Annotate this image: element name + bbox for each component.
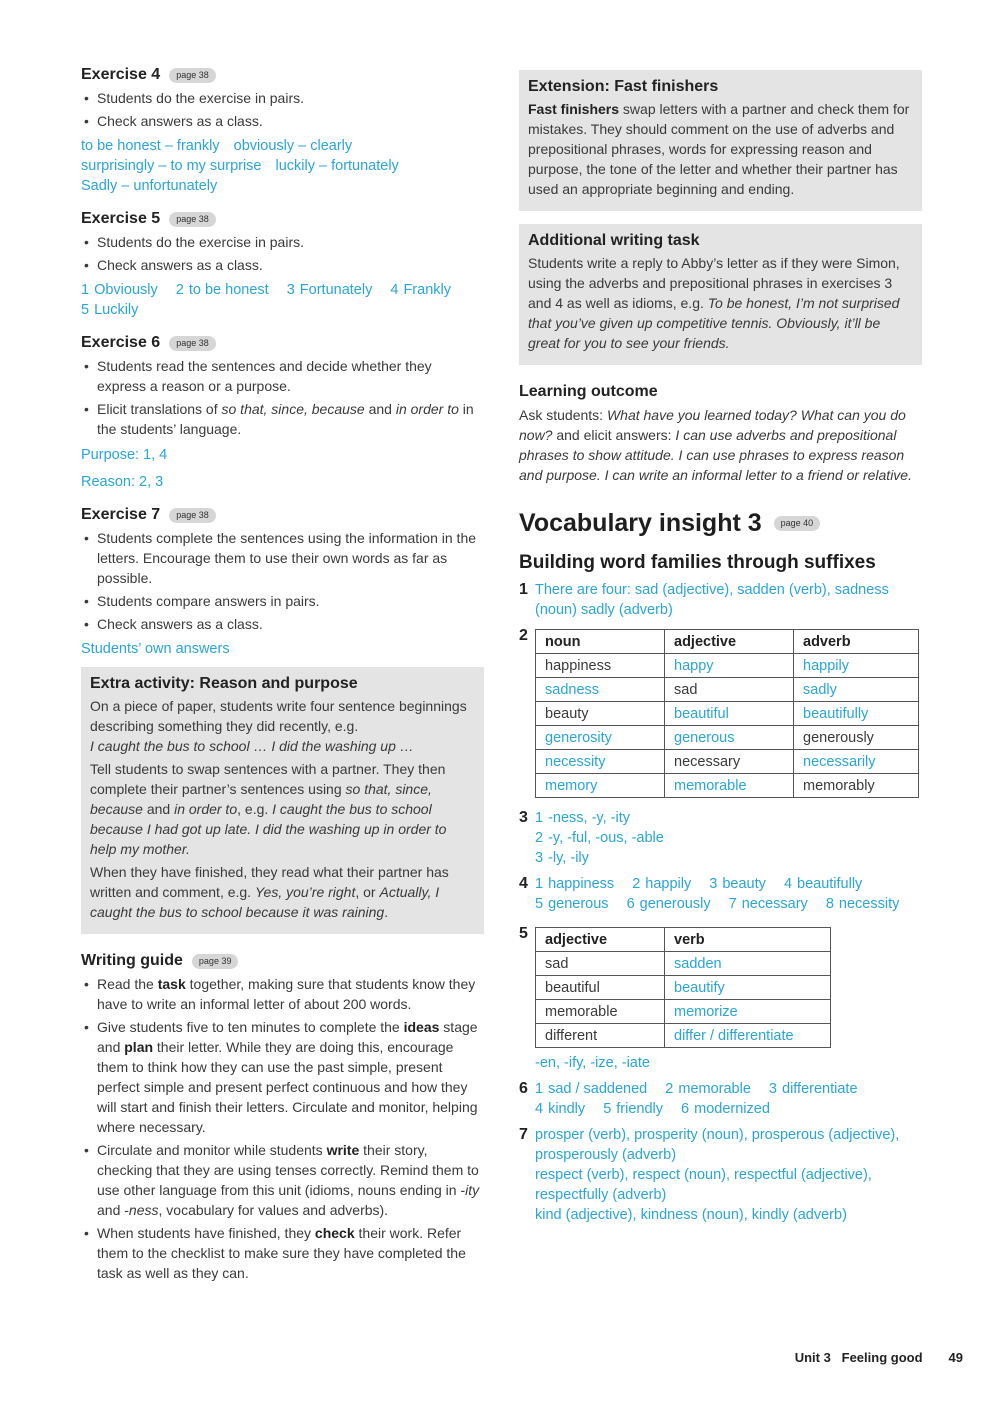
table-row (536, 702, 919, 726)
table-cell: memorable (536, 1000, 665, 1024)
writing-guide-title (81, 952, 484, 970)
answer: necessary (741, 896, 808, 912)
answer-item-5 (519, 924, 922, 1073)
section-title-text: Writing guide (81, 952, 183, 969)
learning-outcome-text: Ask students: What have you learned today? What can you do now? and elicit answers: I can use adverbs and prepositional phrases to show attitude. I can use phrases to express reason and purpose. I can write an informal letter to a friend or relative. (519, 407, 912, 483)
bullet-item: • Students compare answers in pairs. (81, 591, 484, 611)
answer: -ness, -y, -ity (548, 810, 630, 826)
answer: generously (639, 896, 711, 912)
page-number: 49 (948, 1350, 963, 1365)
answer-number: 4 (390, 282, 399, 298)
answer: happily (645, 876, 692, 892)
answer: beautifully (797, 876, 863, 892)
column-header: adjective (665, 630, 794, 654)
item-number: 6 (519, 1080, 528, 1097)
answer-item-2 (519, 626, 922, 798)
table-cell: beautiful (536, 976, 665, 1000)
box-title: Extension: Fast finishers (528, 78, 719, 95)
box-title: Additional writing task (528, 232, 700, 249)
box-paragraph: Students write a reply to Abby’s letter as if they were Simon, using the adverbs and prepositional phrases in exercises 3 and 4 as well as idioms, e.g. To be honest, I’m not surprised that you’ve given up competitive tennis. Obviously, it’ll be great for you to see your friends. (528, 255, 900, 351)
item-number: 3 (519, 809, 528, 826)
table-cell: sadness (536, 678, 665, 702)
page-badge[interactable]: page 38 (169, 212, 216, 227)
answer: prosper (verb), prosperity (noun), prosperous (adjective), prosperously (adverb) (535, 1127, 900, 1163)
unit-label: Unit 3 Feeling good (794, 1350, 923, 1365)
page-footer (795, 1350, 963, 1365)
answer: to be honest – frankly (81, 138, 220, 154)
table-cell: necessity (536, 750, 665, 774)
table-cell: memorable (665, 774, 794, 798)
answer-number: 1 (81, 282, 90, 298)
answer: -y, -ful, -ous, -able (548, 830, 664, 846)
answer: modernized (694, 1101, 770, 1117)
word-family-table (535, 629, 919, 798)
answer: There are four: sad (adjective), sadden (verb), sadness (noun) sadly (adverb) (535, 582, 889, 618)
answer-item-3: 3 1 -ness, -y, -ity 2 -y, -ful, -ous, -able 3 -ly, -ily (519, 809, 664, 866)
column-header: verb (665, 928, 831, 952)
table-cell: happy (665, 654, 794, 678)
bullet-item: • Students do the exercise in pairs. (81, 232, 484, 252)
bullet-item: • Elicit translations of so that, since, because and in order to in the students’ language. (81, 399, 484, 439)
answer: generous (548, 896, 609, 912)
bullet-item: • Read the task together, making sure that students know they have to write an informal letter of about 200 words. (81, 974, 484, 1014)
bullet-item: • Circulate and monitor while students write their story, checking that they are using tenses correctly. Remind them to use other language from this unit (idioms, nouns ending in -ity and -ness, vocabulary for values and adverbs). (81, 1140, 484, 1220)
answer: -ly, -ily (548, 850, 589, 866)
exercise-5-title (81, 210, 484, 228)
item-number: 1 (519, 581, 528, 598)
table-cell: memorably (794, 774, 919, 798)
box-title: Extra activity: Reason and purpose (90, 675, 358, 692)
answer: Fortunately (299, 282, 373, 298)
exercise-title-text: Exercise 7 (81, 506, 161, 523)
table-cell: sad (665, 678, 794, 702)
table-cell: necessarily (794, 750, 919, 774)
item-number: 2 (519, 627, 528, 644)
answer-purpose: Purpose: 1, 4 (81, 447, 168, 463)
answer: friendly (616, 1101, 664, 1117)
table-cell: generously (794, 726, 919, 750)
exercise-4 (81, 66, 484, 196)
item-number: 4 (519, 875, 528, 892)
table-cell: happily (794, 654, 919, 678)
answer: happiness (548, 876, 615, 892)
column-header: adjective (536, 928, 665, 952)
exercise-6-title (81, 334, 484, 352)
answer-number: 2 (175, 282, 184, 298)
table-row (536, 774, 919, 798)
additional-writing-box (519, 224, 922, 365)
learning-outcome (519, 383, 922, 485)
answer: Frankly (403, 282, 451, 298)
bullet-item: • Give students five to ten minutes to complete the ideas stage and plan their letter. While they are doing this, encourage them to think how they can use the past simple, present perfect simple and present perfect continuous and how they will start and finish their letters. Circulate and monitor, helping where necessary. (81, 1017, 484, 1137)
answer: sad / saddened (548, 1081, 648, 1097)
suffix-answer: -en, -ify, -ize, -iate (535, 1055, 650, 1071)
answer-item-4: 4 1 happiness 2 happily 3 beauty 4 beautifully 5 generous 6 generously 7 necessary 8 necessity (519, 875, 900, 912)
left-column (81, 66, 484, 1286)
exercise-4-title (81, 66, 484, 84)
table-cell: generosity (536, 726, 665, 750)
bullet-item: • Check answers as a class. (81, 111, 484, 131)
table-row (536, 1024, 831, 1048)
answer: obviously – clearly (233, 138, 353, 154)
column-header: noun (536, 630, 665, 654)
table-row (536, 726, 919, 750)
item-number: 7 (519, 1126, 528, 1143)
table-row (536, 750, 919, 774)
answer: Students’ own answers (81, 641, 230, 657)
table-cell: beautiful (665, 702, 794, 726)
exercise-title-text: Exercise 4 (81, 66, 161, 83)
box-paragraph: When they have finished, they read what their partner has written and comment, e.g. Yes, you’re right, or Actually, I caught the bus to school because it was raining. (90, 864, 449, 920)
table-cell: sad (536, 952, 665, 976)
bullet-item: • Students do the exercise in pairs. (81, 88, 484, 108)
table-cell: beautifully (794, 702, 919, 726)
extension-box (519, 70, 922, 211)
heading-text: Vocabulary insight 3 (519, 509, 762, 537)
answer: Obviously (94, 282, 158, 298)
bullet-item: • Students complete the sentences using the information in the letters. Encourage them to use their own words as far as possible. (81, 528, 484, 588)
table-cell: beautify (665, 976, 831, 1000)
table-row (536, 1000, 831, 1024)
table-cell: beauty (536, 702, 665, 726)
bullet-item: • When students have finished, they check their work. Refer them to the checklist to make sure they have completed the task as well as they can. (81, 1223, 484, 1283)
column-header: adverb (794, 630, 919, 654)
table-cell: necessary (665, 750, 794, 774)
answer-key (81, 136, 484, 196)
table-row (536, 654, 919, 678)
adjective-verb-table (535, 927, 831, 1048)
bullet-item: • Students read the sentences and decide whether they express a reason or a purpose. (81, 356, 484, 396)
table-cell: memorize (665, 1000, 831, 1024)
writing-guide (81, 952, 484, 1283)
answer: kindly (548, 1101, 586, 1117)
box-paragraph: On a piece of paper, students write four sentence beginnings describing something they did recently, e.g. I caught the bus to school … I did the washing up … (90, 698, 467, 754)
answer: respect (verb), respect (noun), respectful (adjective), respectfully (adverb) (535, 1167, 872, 1203)
item-number: 5 (519, 925, 528, 942)
right-column (519, 70, 922, 1231)
learning-outcome-title: Learning outcome (519, 383, 658, 400)
table-cell: memory (536, 774, 665, 798)
answer: kind (adjective), kindness (noun), kindly (adverb) (535, 1207, 847, 1223)
table-cell: differ / differentiate (665, 1024, 831, 1048)
table-cell: different (536, 1024, 665, 1048)
answer: Sadly – unfortunately (81, 178, 218, 194)
exercise-title-text: Exercise 5 (81, 210, 161, 227)
subheading: Building word families through suffixes (519, 552, 876, 573)
answer: Luckily (94, 302, 139, 318)
bullet-item: • Check answers as a class. (81, 614, 484, 634)
answer-item-6: 6 1 sad / saddened 2 memorable 3 differentiate 4 kindly 5 friendly 6 modernized (519, 1080, 858, 1117)
exercise-7 (81, 506, 484, 659)
answer-number: 5 (81, 302, 90, 318)
answer: to be honest (188, 282, 269, 298)
answer: differentiate (782, 1081, 858, 1097)
table-row (536, 952, 831, 976)
table-cell: sadly (794, 678, 919, 702)
box-paragraph: Tell students to swap sentences with a partner. They then complete their partner’s sentences using so that, since, because and in order to, e.g. I caught the bus to school because I had got up late. I did the washing up in order to help my mother. (90, 761, 447, 857)
page-badge[interactable]: page 38 (169, 68, 216, 83)
bullet-item: • Check answers as a class. (81, 255, 484, 275)
answer: luckily – fortunately (275, 158, 399, 174)
exercise-title-text: Exercise 6 (81, 334, 161, 351)
answer-reason: Reason: 2, 3 (81, 474, 164, 490)
answer-key (81, 280, 484, 320)
table-cell: happiness (536, 654, 665, 678)
box-paragraph: Fast finishers swap letters with a partner and check them for mistakes. They should comment on the use of adverbs and prepositional phrases, words for expressing reason and purpose, the tone of the letter and whether their partner has used an appropriate beginning and ending. (528, 101, 910, 197)
table-cell: generous (665, 726, 794, 750)
answer: necessity (838, 896, 900, 912)
answer-number: 3 (286, 282, 295, 298)
page-badge[interactable]: page 39 (192, 954, 239, 969)
answer-item-1 (519, 580, 922, 620)
exercise-7-title (81, 506, 484, 524)
page-badge[interactable]: page 38 (169, 508, 216, 523)
exercise-6 (81, 334, 484, 492)
answer: memorable (678, 1081, 751, 1097)
answer: surprisingly – to my surprise (81, 158, 262, 174)
table-row (536, 678, 919, 702)
extra-activity-box (81, 667, 484, 934)
table-row (536, 976, 831, 1000)
answer-item-7 (519, 1125, 922, 1225)
table-cell: sadden (665, 952, 831, 976)
page-badge[interactable]: page 40 (774, 516, 821, 531)
vocabulary-insight-title (519, 509, 922, 538)
page-badge[interactable]: page 38 (169, 336, 216, 351)
answer: beauty (722, 876, 766, 892)
exercise-5 (81, 210, 484, 320)
